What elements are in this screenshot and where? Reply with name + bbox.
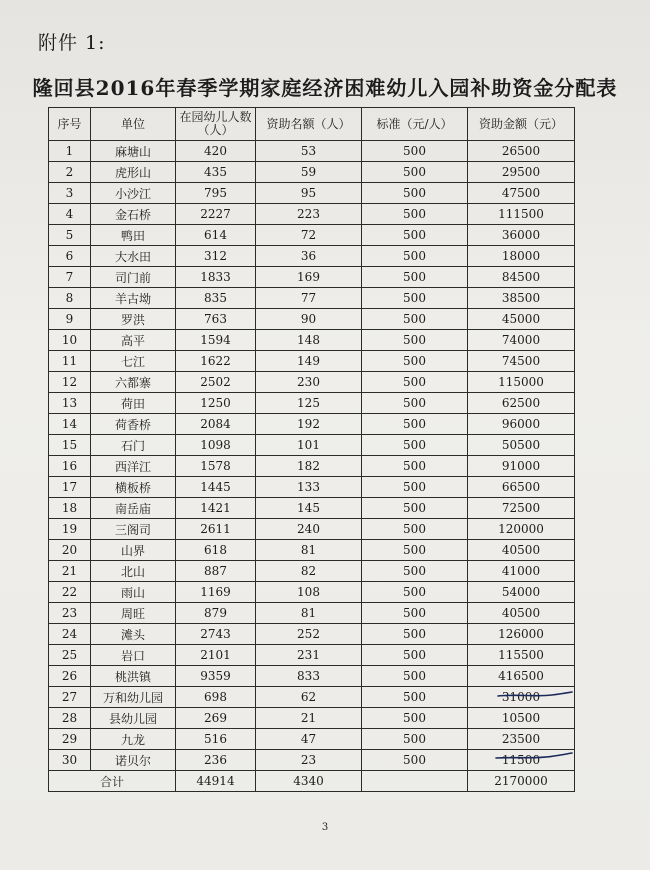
table-row — [49, 687, 575, 708]
table-row — [49, 393, 575, 414]
cell-enrolled: 2101 — [176, 645, 256, 666]
cell-enrolled: 435 — [176, 162, 256, 183]
cell-enrolled: 2502 — [176, 372, 256, 393]
cell-unit: 县幼儿园 — [91, 708, 176, 729]
cell-amount: 11500 — [468, 750, 575, 771]
cell-seq: 24 — [49, 624, 91, 645]
table-row — [49, 666, 575, 687]
cell-unit: 六都寨 — [91, 372, 176, 393]
cell-standard: 500 — [362, 162, 468, 183]
cell-quota: 240 — [256, 519, 362, 540]
cell-amount: 74500 — [468, 351, 575, 372]
cell-enrolled: 795 — [176, 183, 256, 204]
cell-enrolled: 269 — [176, 708, 256, 729]
cell-enrolled: 420 — [176, 141, 256, 162]
cell-enrolled: 1169 — [176, 582, 256, 603]
cell-quota: 169 — [256, 267, 362, 288]
cell-seq: 15 — [49, 435, 91, 456]
table-row — [49, 309, 575, 330]
cell-unit: 岩口 — [91, 645, 176, 666]
table-row — [49, 540, 575, 561]
cell-seq: 5 — [49, 225, 91, 246]
table-row — [49, 708, 575, 729]
cell-standard: 500 — [362, 435, 468, 456]
cell-quota: 90 — [256, 309, 362, 330]
cell-standard: 500 — [362, 708, 468, 729]
table-body — [49, 141, 575, 771]
table-row — [49, 330, 575, 351]
cell-amount: 126000 — [468, 624, 575, 645]
table-row — [49, 561, 575, 582]
attachment-label: 附件 1: — [38, 32, 106, 54]
table-row — [49, 246, 575, 267]
cell-seq: 17 — [49, 477, 91, 498]
cell-seq: 21 — [49, 561, 91, 582]
cell-quota: 149 — [256, 351, 362, 372]
table-row — [49, 498, 575, 519]
cell-enrolled: 835 — [176, 288, 256, 309]
table-row — [49, 162, 575, 183]
cell-seq: 11 — [49, 351, 91, 372]
cell-unit: 北山 — [91, 561, 176, 582]
table-row — [49, 435, 575, 456]
cell-amount: 31000 — [468, 687, 575, 708]
cell-seq: 2 — [49, 162, 91, 183]
total-label — [49, 771, 176, 792]
cell-seq: 20 — [49, 540, 91, 561]
cell-quota: 62 — [256, 687, 362, 708]
cell-seq: 28 — [49, 708, 91, 729]
cell-seq: 13 — [49, 393, 91, 414]
table-row — [49, 225, 575, 246]
cell-amount: 115000 — [468, 372, 575, 393]
cell-amount: 40500 — [468, 540, 575, 561]
cell-quota: 145 — [256, 498, 362, 519]
cell-amount: 36000 — [468, 225, 575, 246]
cell-unit: 大水田 — [91, 246, 176, 267]
allocation-table — [48, 107, 575, 792]
cell-unit: 石门 — [91, 435, 176, 456]
cell-standard: 500 — [362, 351, 468, 372]
cell-standard: 500 — [362, 750, 468, 771]
cell-seq: 12 — [49, 372, 91, 393]
cell-enrolled: 1622 — [176, 351, 256, 372]
cell-amount: 66500 — [468, 477, 575, 498]
cell-amount: 50500 — [468, 435, 575, 456]
cell-quota: 182 — [256, 456, 362, 477]
table-row — [49, 477, 575, 498]
cell-amount: 416500 — [468, 666, 575, 687]
cell-quota: 72 — [256, 225, 362, 246]
cell-seq: 7 — [49, 267, 91, 288]
page-number: 3 — [321, 822, 329, 833]
cell-amount: 54000 — [468, 582, 575, 603]
total-enrolled: 44914 — [176, 771, 256, 792]
cell-standard: 500 — [362, 204, 468, 225]
cell-unit: 鸭田 — [91, 225, 176, 246]
cell-enrolled: 2611 — [176, 519, 256, 540]
cell-unit: 七江 — [91, 351, 176, 372]
cell-seq: 30 — [49, 750, 91, 771]
table-row — [49, 603, 575, 624]
cell-unit: 羊古坳 — [91, 288, 176, 309]
cell-enrolled: 763 — [176, 309, 256, 330]
document-title: 隆回县2016年春季学期家庭经济困难幼儿入园补助资金分配表 — [32, 76, 618, 100]
cell-standard: 500 — [362, 393, 468, 414]
cell-seq: 16 — [49, 456, 91, 477]
table-row — [49, 519, 575, 540]
cell-standard: 500 — [362, 267, 468, 288]
cell-standard: 500 — [362, 414, 468, 435]
cell-seq: 9 — [49, 309, 91, 330]
cell-quota: 23 — [256, 750, 362, 771]
cell-standard: 500 — [362, 309, 468, 330]
cell-seq: 27 — [49, 687, 91, 708]
total-quota: 4340 — [256, 771, 362, 792]
cell-enrolled: 1098 — [176, 435, 256, 456]
cell-quota: 230 — [256, 372, 362, 393]
cell-enrolled: 516 — [176, 729, 256, 750]
table-row — [49, 750, 575, 771]
cell-unit: 麻塘山 — [91, 141, 176, 162]
cell-enrolled: 618 — [176, 540, 256, 561]
cell-amount: 40500 — [468, 603, 575, 624]
cell-unit: 虎形山 — [91, 162, 176, 183]
cell-enrolled: 1833 — [176, 267, 256, 288]
cell-enrolled: 2227 — [176, 204, 256, 225]
cell-amount: 47500 — [468, 183, 575, 204]
cell-seq: 8 — [49, 288, 91, 309]
cell-quota: 47 — [256, 729, 362, 750]
cell-amount: 23500 — [468, 729, 575, 750]
cell-unit: 罗洪 — [91, 309, 176, 330]
cell-enrolled: 2084 — [176, 414, 256, 435]
cell-seq: 3 — [49, 183, 91, 204]
cell-enrolled: 312 — [176, 246, 256, 267]
cell-unit: 周旺 — [91, 603, 176, 624]
cell-seq: 6 — [49, 246, 91, 267]
cell-quota: 108 — [256, 582, 362, 603]
total-label-text: 合计 — [99, 774, 124, 789]
cell-unit: 三阁司 — [91, 519, 176, 540]
table-row — [49, 288, 575, 309]
cell-amount: 84500 — [468, 267, 575, 288]
cell-seq: 29 — [49, 729, 91, 750]
cell-enrolled: 236 — [176, 750, 256, 771]
cell-standard: 500 — [362, 561, 468, 582]
table-row — [49, 456, 575, 477]
header-amount: 资助金额（元） — [468, 108, 575, 141]
cell-enrolled: 698 — [176, 687, 256, 708]
cell-amount: 38500 — [468, 288, 575, 309]
cell-quota: 192 — [256, 414, 362, 435]
cell-quota: 95 — [256, 183, 362, 204]
cell-amount: 26500 — [468, 141, 575, 162]
cell-quota: 36 — [256, 246, 362, 267]
cell-standard: 500 — [362, 498, 468, 519]
total-amount: 2170000 — [468, 771, 575, 792]
cell-standard: 500 — [362, 666, 468, 687]
cell-seq: 23 — [49, 603, 91, 624]
cell-unit: 雨山 — [91, 582, 176, 603]
cell-enrolled: 614 — [176, 225, 256, 246]
cell-standard: 500 — [362, 540, 468, 561]
cell-standard: 500 — [362, 288, 468, 309]
cell-amount: 74000 — [468, 330, 575, 351]
cell-seq: 1 — [49, 141, 91, 162]
cell-quota: 223 — [256, 204, 362, 225]
cell-enrolled: 1594 — [176, 330, 256, 351]
cell-quota: 77 — [256, 288, 362, 309]
cell-unit: 西洋江 — [91, 456, 176, 477]
cell-unit: 九龙 — [91, 729, 176, 750]
cell-amount: 10500 — [468, 708, 575, 729]
cell-standard: 500 — [362, 582, 468, 603]
cell-enrolled: 1250 — [176, 393, 256, 414]
cell-seq: 18 — [49, 498, 91, 519]
cell-enrolled: 1421 — [176, 498, 256, 519]
cell-standard: 500 — [362, 519, 468, 540]
cell-enrolled: 879 — [176, 603, 256, 624]
cell-quota: 133 — [256, 477, 362, 498]
cell-standard: 500 — [362, 456, 468, 477]
cell-standard: 500 — [362, 645, 468, 666]
table-row — [49, 582, 575, 603]
cell-quota: 82 — [256, 561, 362, 582]
table-row — [49, 141, 575, 162]
cell-quota: 833 — [256, 666, 362, 687]
cell-enrolled: 887 — [176, 561, 256, 582]
cell-quota: 81 — [256, 540, 362, 561]
cell-standard: 500 — [362, 687, 468, 708]
cell-unit: 横板桥 — [91, 477, 176, 498]
cell-seq: 4 — [49, 204, 91, 225]
cell-amount: 91000 — [468, 456, 575, 477]
header-enrolled-text: 在园幼儿人数（人） — [179, 110, 252, 137]
cell-quota: 231 — [256, 645, 362, 666]
cell-amount: 96000 — [468, 414, 575, 435]
cell-unit: 荷田 — [91, 393, 176, 414]
cell-amount: 111500 — [468, 204, 575, 225]
table-row — [49, 414, 575, 435]
cell-unit: 高平 — [91, 330, 176, 351]
header-standard: 标准（元/人） — [362, 108, 468, 141]
cell-seq: 14 — [49, 414, 91, 435]
total-standard — [362, 771, 468, 792]
table-row — [49, 351, 575, 372]
table-row — [49, 267, 575, 288]
cell-quota: 252 — [256, 624, 362, 645]
cell-seq: 19 — [49, 519, 91, 540]
cell-amount: 45000 — [468, 309, 575, 330]
cell-unit: 万和幼儿园 — [91, 687, 176, 708]
table-row — [49, 183, 575, 204]
cell-standard: 500 — [362, 330, 468, 351]
table-row — [49, 624, 575, 645]
cell-quota: 101 — [256, 435, 362, 456]
cell-amount: 29500 — [468, 162, 575, 183]
cell-amount: 72500 — [468, 498, 575, 519]
cell-quota: 21 — [256, 708, 362, 729]
table-row — [49, 204, 575, 225]
cell-amount: 18000 — [468, 246, 575, 267]
cell-unit: 小沙江 — [91, 183, 176, 204]
cell-standard: 500 — [362, 477, 468, 498]
cell-standard: 500 — [362, 372, 468, 393]
cell-quota: 148 — [256, 330, 362, 351]
table-row — [49, 645, 575, 666]
header-row — [49, 108, 575, 141]
cell-seq: 10 — [49, 330, 91, 351]
cell-enrolled: 1445 — [176, 477, 256, 498]
table-row — [49, 729, 575, 750]
cell-enrolled: 9359 — [176, 666, 256, 687]
cell-standard: 500 — [362, 624, 468, 645]
cell-unit: 滩头 — [91, 624, 176, 645]
header-seq: 序号 — [49, 108, 91, 141]
header-quota: 资助名额（人） — [256, 108, 362, 141]
cell-unit: 荷香桥 — [91, 414, 176, 435]
cell-seq: 25 — [49, 645, 91, 666]
cell-amount: 120000 — [468, 519, 575, 540]
cell-unit: 南岳庙 — [91, 498, 176, 519]
cell-quota: 125 — [256, 393, 362, 414]
cell-amount: 41000 — [468, 561, 575, 582]
cell-quota: 59 — [256, 162, 362, 183]
cell-enrolled: 1578 — [176, 456, 256, 477]
cell-amount: 115500 — [468, 645, 575, 666]
cell-standard: 500 — [362, 246, 468, 267]
cell-unit: 诺贝尔 — [91, 750, 176, 771]
cell-amount: 62500 — [468, 393, 575, 414]
cell-quota: 53 — [256, 141, 362, 162]
cell-standard: 500 — [362, 729, 468, 750]
cell-seq: 22 — [49, 582, 91, 603]
cell-seq: 26 — [49, 666, 91, 687]
cell-quota: 81 — [256, 603, 362, 624]
header-enrolled — [176, 108, 256, 141]
table-row — [49, 372, 575, 393]
cell-unit: 桃洪镇 — [91, 666, 176, 687]
cell-unit: 山界 — [91, 540, 176, 561]
cell-standard: 500 — [362, 225, 468, 246]
cell-enrolled: 2743 — [176, 624, 256, 645]
cell-standard: 500 — [362, 603, 468, 624]
cell-standard: 500 — [362, 141, 468, 162]
cell-unit: 金石桥 — [91, 204, 176, 225]
cell-standard: 500 — [362, 183, 468, 204]
header-unit: 单位 — [91, 108, 176, 141]
total-row — [49, 771, 575, 792]
cell-unit: 司门前 — [91, 267, 176, 288]
